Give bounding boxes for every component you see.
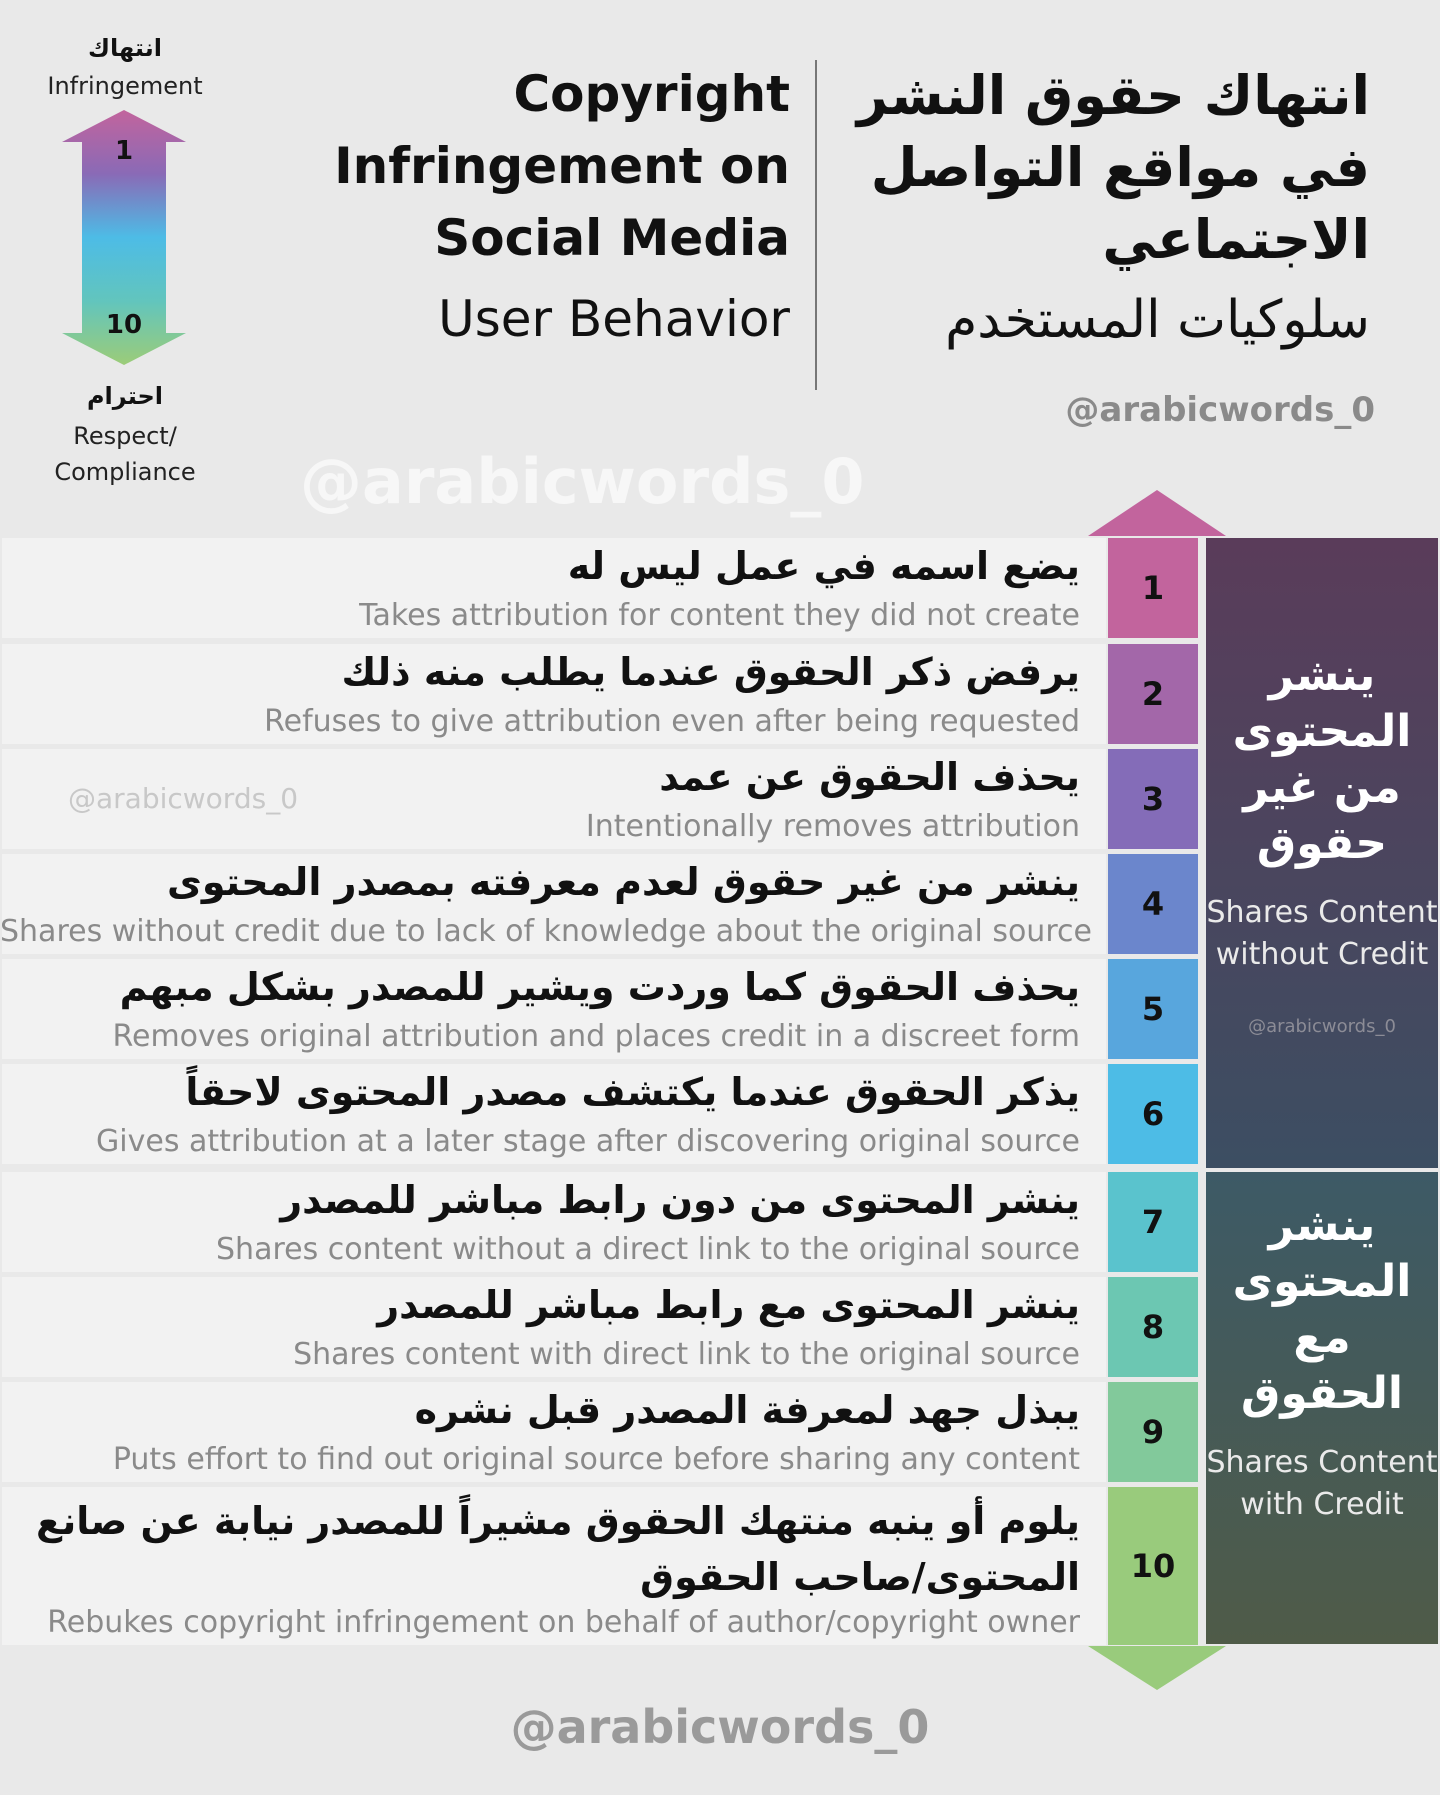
behavior-text-en: Removes original attribution and places credit in a discreet form xyxy=(112,1019,1080,1054)
rank-number: 1 xyxy=(1108,538,1198,638)
rank-number: 9 xyxy=(1108,1382,1198,1482)
watermark: @arabicwords_0 xyxy=(300,445,865,518)
behavior-row xyxy=(2,1487,1106,1645)
behavior-text-ar: ينشر المحتوى من دون رابط مباشر للمصدر xyxy=(280,1178,1080,1222)
behavior-text-en: Shares without credit due to lack of knowledge about the original source xyxy=(0,914,1092,949)
scale-top-label-ar: انتهاك xyxy=(88,34,162,62)
behavior-text-en: Shares content without a direct link to the original source xyxy=(216,1232,1080,1267)
scale-top-number: 1 xyxy=(114,136,134,166)
group-label-ar: ينشر المحتوى مع الحقوق xyxy=(1232,1200,1412,1419)
behavior-text-ar: ينشر من غير حقوق لعدم معرفته بمصدر المحتوى xyxy=(167,860,1080,904)
up-arrow-icon xyxy=(1088,490,1226,536)
behavior-text-en: Puts effort to find out original source before sharing any content xyxy=(112,1442,1080,1477)
behavior-row xyxy=(2,959,1106,1059)
behavior-text-en: Intentionally removes attribution xyxy=(585,809,1080,844)
behavior-row xyxy=(2,644,1106,744)
rank-number: 3 xyxy=(1108,749,1198,849)
behavior-text-ar: ينشر المحتوى مع رابط مباشر للمصدر xyxy=(377,1283,1080,1327)
behavior-text-en: Gives attribution at a later stage after discovering original source xyxy=(96,1124,1080,1159)
subtitle-arabic: سلوكيات المستخدم xyxy=(945,290,1370,350)
scale-bottom-label-en: Respect/ Compliance xyxy=(54,422,196,486)
behavior-row xyxy=(2,1382,1106,1482)
rank-number: 5 xyxy=(1108,959,1198,1059)
rank-number: 10 xyxy=(1108,1487,1198,1645)
behavior-text-en: Takes attribution for content they did not create xyxy=(359,598,1080,633)
author-handle: @arabicwords_0 xyxy=(1065,390,1375,430)
group-label-en: Shares Content without Credit xyxy=(1206,895,1438,972)
behavior-text-ar: يذكر الحقوق عندما يكتشف مصدر المحتوى لاحقاً xyxy=(185,1070,1080,1114)
scale-bottom-number: 10 xyxy=(105,310,143,340)
subtitle-english: User Behavior xyxy=(438,290,790,348)
group-label-en: Shares Content with Credit xyxy=(1206,1445,1438,1522)
title-english: Copyright Infringement on Social Media xyxy=(334,65,790,267)
behavior-text-ar: يحذف الحقوق كما وردت ويشير للمصدر بشكل مبهم xyxy=(119,965,1080,1009)
group-without-credit xyxy=(1206,538,1438,1168)
behavior-text-en: Rebukes copyright infringement on behalf of author/copyright owner xyxy=(47,1605,1080,1640)
group-watermark: @arabicwords_0 xyxy=(1248,1016,1396,1037)
group-with-credit xyxy=(1206,1172,1438,1644)
scale-double-arrow xyxy=(62,110,186,365)
rank-number: 8 xyxy=(1108,1277,1198,1377)
behavior-text-ar: يلوم أو ينبه منتهك الحقوق مشيراً للمصدر نيابة عن صانع المحتوى/صاحب الحقوق xyxy=(36,1499,1080,1599)
watermark-inline: @arabicwords_0 xyxy=(68,782,299,815)
behavior-text-ar: يحذف الحقوق عن عمد xyxy=(659,755,1080,799)
rank-number: 4 xyxy=(1108,854,1198,954)
scale-bottom-label-ar: احترام xyxy=(86,382,164,410)
behavior-text-ar: يضع اسمه في عمل ليس له xyxy=(567,544,1080,588)
behavior-text-ar: يرفض ذكر الحقوق عندما يطلب منه ذلك xyxy=(341,650,1080,694)
behavior-text-ar: يبذل جهد لمعرفة المصدر قبل نشره xyxy=(414,1388,1080,1432)
behavior-row xyxy=(2,1277,1106,1377)
footer-handle: @arabicwords_0 xyxy=(510,1700,930,1754)
title-arabic: انتهاك حقوق النشر في مواقع التواصل الاجتماعي xyxy=(856,64,1370,271)
down-arrow-icon xyxy=(1088,1646,1226,1690)
behavior-text-en: Shares content with direct link to the original source xyxy=(293,1337,1080,1372)
behavior-text-en: Refuses to give attribution even after being requested xyxy=(264,704,1080,739)
rank-number: 6 xyxy=(1108,1064,1198,1164)
behavior-row xyxy=(2,1064,1106,1164)
group-label-ar: ينشر المحتوى من غير حقوق xyxy=(1232,650,1412,869)
behavior-row xyxy=(2,538,1106,638)
behavior-row xyxy=(2,1172,1106,1272)
title-divider xyxy=(815,60,817,390)
rank-number: 2 xyxy=(1108,644,1198,744)
behavior-row xyxy=(2,854,1106,954)
rank-number: 7 xyxy=(1108,1172,1198,1272)
scale-top-label-en: Infringement xyxy=(47,72,203,100)
